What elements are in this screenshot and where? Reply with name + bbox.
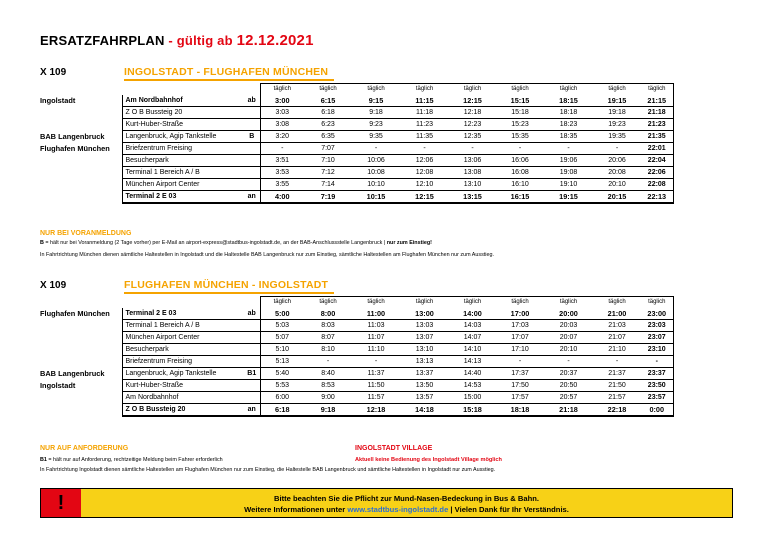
route-underline-2 <box>124 292 334 294</box>
departure-time: 18:18 <box>544 107 593 119</box>
note-2: In Fahrtrichtung München dienen sämtliche Haltestellen in Ingolstadt und die Haltestelle BAB Langenbruck nur zum Einstieg, sämtliche Haltestellen am Flughafen München nur zum Ausstieg. <box>40 252 494 258</box>
day-header: täglich <box>304 84 352 96</box>
departure-time: 19:18 <box>593 107 641 119</box>
departure-time: 8:53 <box>304 380 352 392</box>
departure-time: - <box>496 143 544 155</box>
stop-name: Terminal 1 Bereich A / B <box>122 320 244 332</box>
stop-marker <box>244 380 260 392</box>
village-note: Aktuell keine Bedienung des Ingolstadt Village möglich <box>355 457 502 463</box>
timetable-2 <box>40 296 674 417</box>
stop-name: Kurt-Huber-Straße <box>122 380 244 392</box>
stop-name: Terminal 1 Bereich A / B <box>122 167 244 179</box>
note-1-end: nur zum Einstieg! <box>386 240 432 246</box>
departure-time: - <box>544 143 593 155</box>
departure-time: 12:18 <box>352 404 400 417</box>
departure-time: 20:10 <box>544 344 593 356</box>
area-label <box>40 404 122 417</box>
stop-name: Langenbruck, Agip Tankstelle <box>122 131 244 143</box>
departure-time: 23:37 <box>641 368 673 380</box>
departure-time: 23:50 <box>641 380 673 392</box>
departure-time: - <box>352 356 400 368</box>
day-header: täglich <box>641 297 673 309</box>
departure-time: 19:06 <box>544 155 593 167</box>
table-row <box>40 308 673 320</box>
departure-time: 20:37 <box>544 368 593 380</box>
departure-time: 13:13 <box>400 356 449 368</box>
departure-time: 17:10 <box>496 344 544 356</box>
departure-time: 18:18 <box>496 404 544 417</box>
area-label <box>40 332 122 344</box>
departure-time: 14:07 <box>449 332 496 344</box>
departure-time: 23:00 <box>641 308 673 320</box>
departure-time: 17:03 <box>496 320 544 332</box>
departure-time: 20:10 <box>593 179 641 191</box>
departure-time: 4:00 <box>260 191 304 204</box>
departure-time: 12:15 <box>400 191 449 204</box>
table-row <box>40 332 673 344</box>
area-label <box>40 179 122 191</box>
area-label: BAB Langenbruck <box>40 369 105 378</box>
departure-time: 12:10 <box>400 179 449 191</box>
table-row <box>40 380 673 392</box>
departure-time: 22:08 <box>641 179 673 191</box>
title-valid: gültig ab <box>176 33 233 48</box>
departure-time: 23:07 <box>641 332 673 344</box>
page-title <box>40 32 314 49</box>
note-1 <box>40 240 432 246</box>
header-blank <box>40 84 122 96</box>
departure-time: 12:23 <box>449 119 496 131</box>
departure-time: 11:50 <box>352 380 400 392</box>
day-header: täglich <box>496 84 544 96</box>
departure-time: 13:10 <box>449 179 496 191</box>
departure-time: 22:18 <box>593 404 641 417</box>
departure-time: 18:35 <box>544 131 593 143</box>
departure-time: 17:50 <box>496 380 544 392</box>
area-label <box>40 392 122 404</box>
departure-time: 8:07 <box>304 332 352 344</box>
table-row <box>40 191 673 204</box>
departure-time: 12:08 <box>400 167 449 179</box>
stop-marker <box>244 344 260 356</box>
area-label: Ingolstadt <box>40 96 76 106</box>
area-label: BAB Langenbruck <box>40 132 105 141</box>
route-name-2: FLUGHAFEN MÜNCHEN - INGOLSTADT <box>124 279 329 291</box>
departure-time: 23:03 <box>641 320 673 332</box>
departure-time: 17:37 <box>496 368 544 380</box>
departure-time: 9:18 <box>352 107 400 119</box>
departure-time: 15:35 <box>496 131 544 143</box>
table-row <box>40 119 673 131</box>
header-row <box>40 297 673 309</box>
departure-time: 6:35 <box>304 131 352 143</box>
warning-icon: ! <box>41 489 81 517</box>
stop-name: Besucherpark <box>122 344 244 356</box>
departure-time: 13:07 <box>400 332 449 344</box>
note-3-key: B1 <box>40 457 47 463</box>
departure-time: - <box>400 143 449 155</box>
day-header: täglich <box>260 297 304 309</box>
departure-time: 14:13 <box>449 356 496 368</box>
title-dash: - <box>164 33 177 48</box>
departure-time: 3:53 <box>260 167 304 179</box>
departure-time: 21:15 <box>641 95 673 107</box>
departure-time: 15:18 <box>449 404 496 417</box>
departure-time: 16:10 <box>496 179 544 191</box>
departure-time: 22:13 <box>641 191 673 204</box>
departure-time: 22:01 <box>641 143 673 155</box>
departure-time: - <box>641 356 673 368</box>
departure-time: 10:06 <box>352 155 400 167</box>
banner-line-2-post: | Vielen Dank für Ihr Verständnis. <box>448 505 569 514</box>
departure-time: 8:00 <box>304 308 352 320</box>
banner-text <box>81 493 732 515</box>
stop-name: München Airport Center <box>122 179 244 191</box>
departure-time: 9:00 <box>304 392 352 404</box>
departure-time: 5:03 <box>260 320 304 332</box>
departure-time: 9:15 <box>352 95 400 107</box>
stop-marker <box>244 143 260 155</box>
stop-name: Am Nordbahnhof <box>122 392 244 404</box>
day-header: täglich <box>352 297 400 309</box>
banner-line-1: Bitte beachten Sie die Pflicht zur Mund-Nasen-Bedeckung in Bus & Bahn. <box>274 494 539 503</box>
departure-time: 23:10 <box>641 344 673 356</box>
day-header: täglich <box>352 84 400 96</box>
stop-marker <box>244 179 260 191</box>
note-1-key: B <box>40 240 44 246</box>
departure-time: 19:35 <box>593 131 641 143</box>
departure-time: - <box>304 356 352 368</box>
departure-time: 8:40 <box>304 368 352 380</box>
area-label <box>40 107 122 119</box>
departure-time: 21:23 <box>641 119 673 131</box>
day-header: täglich <box>593 297 641 309</box>
departure-time: 10:15 <box>352 191 400 204</box>
table-row <box>40 131 673 143</box>
stop-name: Terminal 2 E 03 <box>122 191 244 204</box>
area-label <box>40 167 122 179</box>
stop-name: Langenbruck, Agip Tankstelle <box>122 368 244 380</box>
stop-marker: ab <box>244 308 260 320</box>
day-header: täglich <box>400 84 449 96</box>
departure-time: 14:40 <box>449 368 496 380</box>
departure-time: 20:57 <box>544 392 593 404</box>
area-label <box>40 191 122 204</box>
table-row <box>40 95 673 107</box>
stop-marker <box>244 107 260 119</box>
departure-time: 14:53 <box>449 380 496 392</box>
departure-time: 21:00 <box>593 308 641 320</box>
stop-name: Besucherpark <box>122 155 244 167</box>
area-label <box>40 344 122 356</box>
departure-time: - <box>449 143 496 155</box>
departure-time: 7:12 <box>304 167 352 179</box>
departure-time: 21:50 <box>593 380 641 392</box>
departure-time: - <box>352 143 400 155</box>
departure-time: 14:18 <box>400 404 449 417</box>
departure-time: 13:00 <box>400 308 449 320</box>
departure-time: 9:18 <box>304 404 352 417</box>
departure-time: 11:18 <box>400 107 449 119</box>
departure-time: - <box>544 356 593 368</box>
table-row <box>40 404 673 417</box>
area-label: Flughafen München <box>40 309 110 319</box>
departure-time: 11:15 <box>400 95 449 107</box>
departure-time: 11:00 <box>352 308 400 320</box>
route-number-1: X 109 <box>40 67 67 78</box>
departure-time: 5:07 <box>260 332 304 344</box>
departure-time: 20:06 <box>593 155 641 167</box>
departure-time: - <box>593 356 641 368</box>
header-blank <box>40 297 122 309</box>
day-header: täglich <box>449 84 496 96</box>
departure-time: 13:03 <box>400 320 449 332</box>
note-3 <box>40 457 223 463</box>
departure-time: 9:35 <box>352 131 400 143</box>
departure-time: 7:07 <box>304 143 352 155</box>
table-row <box>40 107 673 119</box>
stop-marker <box>244 119 260 131</box>
stop-marker <box>244 320 260 332</box>
departure-time: 9:23 <box>352 119 400 131</box>
timetable-1 <box>40 83 674 204</box>
departure-time: 11:35 <box>400 131 449 143</box>
note-head-1: NUR BEI VORANMELDUNG <box>40 230 132 237</box>
table-row <box>40 143 673 155</box>
stop-name: Kurt-Huber-Straße <box>122 119 244 131</box>
departure-time: 6:15 <box>304 95 352 107</box>
header-blank <box>244 297 260 309</box>
departure-time: 6:18 <box>260 404 304 417</box>
departure-time: 3:55 <box>260 179 304 191</box>
departure-time: 15:23 <box>496 119 544 131</box>
departure-time: 19:23 <box>593 119 641 131</box>
departure-time: 20:00 <box>544 308 593 320</box>
departure-time: 0:00 <box>641 404 673 417</box>
route-number-2: X 109 <box>40 280 67 291</box>
note-4: In Fahrtrichtung Ingolstadt dienen sämtliche Haltestellen am Flughafen München nur zum Einstieg, die Haltestelle BAB Langenbruck und sämtliche Haltestellen in Ingolstadt nur zum Ausstieg. <box>40 467 496 473</box>
departure-time: 21:57 <box>593 392 641 404</box>
departure-time: 17:00 <box>496 308 544 320</box>
departure-time: 11:03 <box>352 320 400 332</box>
departure-time: 15:15 <box>496 95 544 107</box>
departure-time: 3:00 <box>260 95 304 107</box>
stop-marker <box>244 392 260 404</box>
departure-time: 3:51 <box>260 155 304 167</box>
departure-time: 22:04 <box>641 155 673 167</box>
departure-time: 10:10 <box>352 179 400 191</box>
table-row <box>40 167 673 179</box>
stop-name: Briefzentrum Freising <box>122 143 244 155</box>
departure-time: 21:35 <box>641 131 673 143</box>
departure-time: 19:15 <box>544 191 593 204</box>
area-label <box>40 356 122 368</box>
stop-name: Z O B Bussteig 20 <box>122 107 244 119</box>
departure-time: 13:08 <box>449 167 496 179</box>
departure-time: 14:00 <box>449 308 496 320</box>
departure-time: 15:00 <box>449 392 496 404</box>
table-row <box>40 368 673 380</box>
departure-time: 6:23 <box>304 119 352 131</box>
departure-time: 21:18 <box>641 107 673 119</box>
departure-time: 20:03 <box>544 320 593 332</box>
stop-name: Briefzentrum Freising <box>122 356 244 368</box>
departure-time: 18:23 <box>544 119 593 131</box>
header-blank <box>122 84 244 96</box>
stop-name: Am Nordbahnhof <box>122 95 244 107</box>
day-header: täglich <box>641 84 673 96</box>
note-3-text: = hält nur auf Anforderung, rechtzeitige Meldung beim Fahrer erforderlich <box>46 457 223 463</box>
departure-time: 16:06 <box>496 155 544 167</box>
departure-time: 20:15 <box>593 191 641 204</box>
departure-time: 12:18 <box>449 107 496 119</box>
departure-time: 14:03 <box>449 320 496 332</box>
banner-line-2 <box>81 504 732 515</box>
departure-time: 16:15 <box>496 191 544 204</box>
table-row <box>40 356 673 368</box>
route-underline-1 <box>124 79 334 81</box>
departure-time: 5:53 <box>260 380 304 392</box>
departure-time: 5:10 <box>260 344 304 356</box>
departure-time: 19:10 <box>544 179 593 191</box>
departure-time: 16:08 <box>496 167 544 179</box>
day-header: täglich <box>304 297 352 309</box>
title-main: ERSATZFAHRPLAN <box>40 33 165 48</box>
stop-name: Terminal 2 E 03 <box>122 308 244 320</box>
departure-time: - <box>496 356 544 368</box>
note-1-text: = hält nur bei Voranmeldung (2 Tage vorher) per E-Mail an airport-express@stadtbus-ingolstadt.de, an der BAB-Anschlussstelle Langenbruck | <box>43 240 387 246</box>
departure-time: 11:57 <box>352 392 400 404</box>
day-header: täglich <box>449 297 496 309</box>
title-date: 12.12.2021 <box>236 32 314 49</box>
departure-time: 11:07 <box>352 332 400 344</box>
table-row <box>40 344 673 356</box>
departure-time: 13:37 <box>400 368 449 380</box>
stop-marker: B <box>244 131 260 143</box>
departure-time: 21:07 <box>593 332 641 344</box>
departure-time: 10:08 <box>352 167 400 179</box>
departure-time: 21:18 <box>544 404 593 417</box>
stop-name: Z O B Bussteig 20 <box>122 404 244 417</box>
departure-time: 6:18 <box>304 107 352 119</box>
departure-time: 21:10 <box>593 344 641 356</box>
stop-marker <box>244 167 260 179</box>
departure-time: 8:03 <box>304 320 352 332</box>
day-header: täglich <box>544 84 593 96</box>
departure-time: 7:10 <box>304 155 352 167</box>
table-row <box>40 155 673 167</box>
header-row <box>40 84 673 96</box>
departure-time: 13:50 <box>400 380 449 392</box>
departure-time: 21:03 <box>593 320 641 332</box>
departure-time: 20:50 <box>544 380 593 392</box>
route-name-1: INGOLSTADT - FLUGHAFEN MÜNCHEN <box>124 66 329 78</box>
departure-time: 20:08 <box>593 167 641 179</box>
departure-time: 13:10 <box>400 344 449 356</box>
header-blank <box>244 84 260 96</box>
departure-time: 7:14 <box>304 179 352 191</box>
stop-marker: an <box>244 191 260 204</box>
mask-notice-banner <box>40 488 733 518</box>
day-header: täglich <box>260 84 304 96</box>
stop-marker: an <box>244 404 260 417</box>
village-head: INGOLSTADT VILLAGE <box>355 445 433 452</box>
website-link[interactable]: www.stadtbus-ingolstadt.de <box>347 505 449 514</box>
departure-time: 11:10 <box>352 344 400 356</box>
departure-time: - <box>260 143 304 155</box>
departure-time: 5:13 <box>260 356 304 368</box>
departure-time: 7:19 <box>304 191 352 204</box>
departure-time: 20:07 <box>544 332 593 344</box>
departure-time: 11:23 <box>400 119 449 131</box>
departure-time: 14:10 <box>449 344 496 356</box>
departure-time: 12:15 <box>449 95 496 107</box>
area-label <box>40 119 122 131</box>
departure-time: 17:07 <box>496 332 544 344</box>
header-blank <box>122 297 244 309</box>
departure-time: 3:08 <box>260 119 304 131</box>
day-header: täglich <box>400 297 449 309</box>
stop-name: München Airport Center <box>122 332 244 344</box>
area-label <box>40 320 122 332</box>
departure-time: 22:06 <box>641 167 673 179</box>
stop-marker: B1 <box>244 368 260 380</box>
departure-time: 3:20 <box>260 131 304 143</box>
departure-time: 19:08 <box>544 167 593 179</box>
stop-marker <box>244 356 260 368</box>
departure-time: 11:37 <box>352 368 400 380</box>
stop-marker <box>244 155 260 167</box>
table-row <box>40 320 673 332</box>
area-label <box>40 155 122 167</box>
departure-time: 13:06 <box>449 155 496 167</box>
stop-marker: ab <box>244 95 260 107</box>
day-header: täglich <box>593 84 641 96</box>
departure-time: 5:40 <box>260 368 304 380</box>
table-row <box>40 392 673 404</box>
departure-time: 8:10 <box>304 344 352 356</box>
departure-time: 5:00 <box>260 308 304 320</box>
table-row <box>40 179 673 191</box>
day-header: täglich <box>544 297 593 309</box>
departure-time: 17:57 <box>496 392 544 404</box>
area-label: Ingolstadt <box>40 381 76 390</box>
banner-line-2-pre: Weitere Informationen unter <box>244 505 348 514</box>
departure-time: 3:03 <box>260 107 304 119</box>
stop-marker <box>244 332 260 344</box>
departure-time: 19:15 <box>593 95 641 107</box>
departure-time: 12:06 <box>400 155 449 167</box>
departure-time: 6:00 <box>260 392 304 404</box>
departure-time: 15:18 <box>496 107 544 119</box>
departure-time: 13:15 <box>449 191 496 204</box>
departure-time: - <box>593 143 641 155</box>
departure-time: 13:57 <box>400 392 449 404</box>
day-header: täglich <box>496 297 544 309</box>
departure-time: 21:37 <box>593 368 641 380</box>
area-label: Flughafen München <box>40 144 110 153</box>
departure-time: 18:15 <box>544 95 593 107</box>
note-head-3: NUR AUF ANFORDERUNG <box>40 445 129 452</box>
departure-time: 12:35 <box>449 131 496 143</box>
departure-time: 23:57 <box>641 392 673 404</box>
